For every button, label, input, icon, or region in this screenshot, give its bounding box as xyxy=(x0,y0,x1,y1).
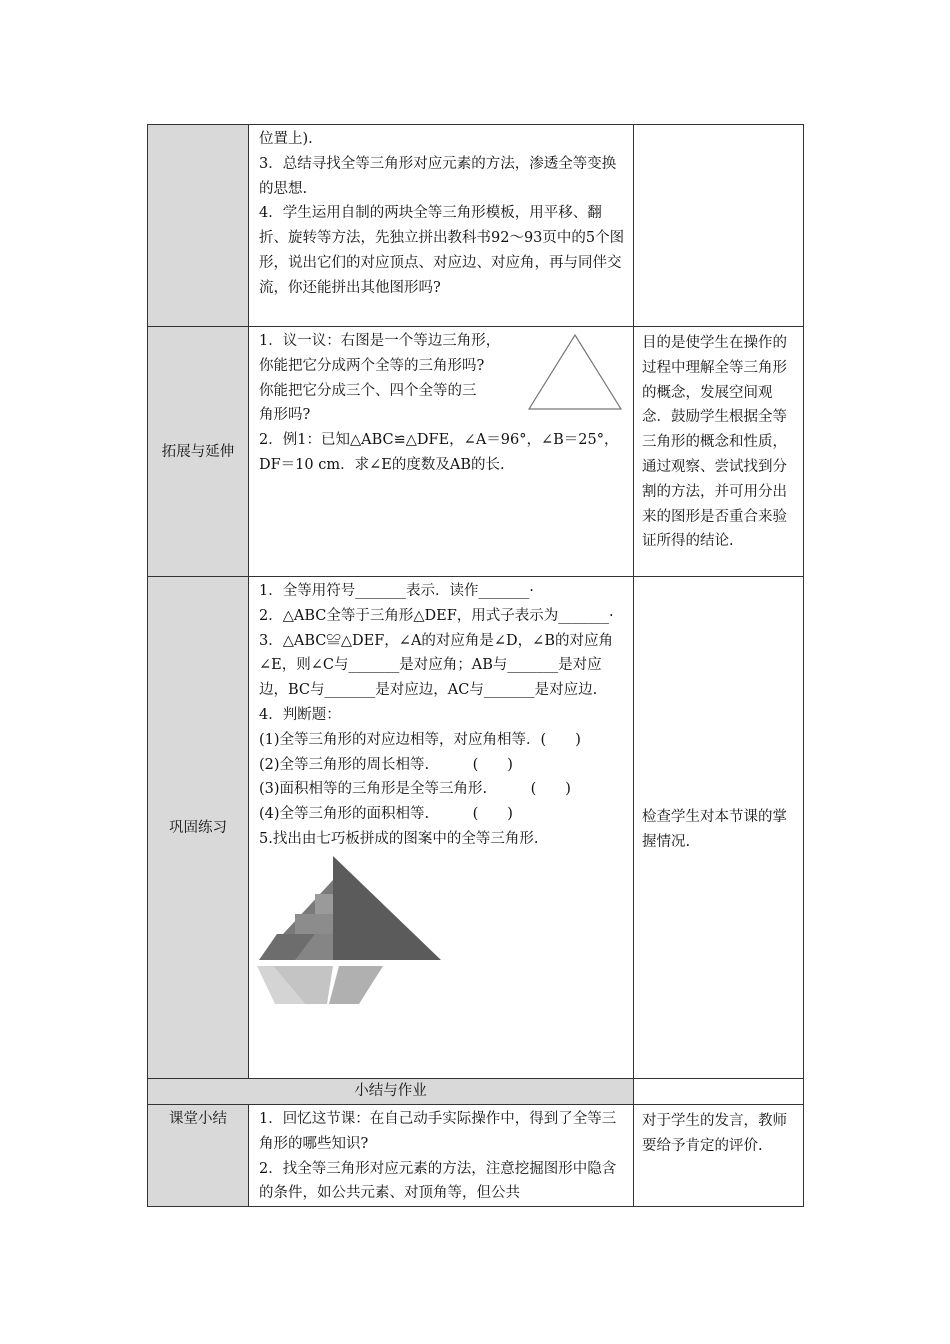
section-heading-blank xyxy=(634,1079,804,1105)
text-line: (2)全等三角形的周长相等. ( ) xyxy=(259,756,513,773)
practice-content-cell xyxy=(249,577,634,1079)
text-line: 2．例1：已知△ABC≌△DFE，∠A＝96°，∠B＝25°，DF＝10 cm．求∠E的度数及AB的长. xyxy=(259,432,619,473)
continuation-content-cell xyxy=(249,125,634,327)
continuation-note-cell xyxy=(634,125,804,327)
text-line: (1)全等三角形的对应边相等，对应角相等．( ) xyxy=(259,731,581,748)
practice-label: 巩固练习 xyxy=(148,577,249,1079)
summary-label: 课堂小结 xyxy=(169,1111,227,1127)
text-line: 3．总结寻找全等三角形对应元素的方法，渗透全等变换的思想. xyxy=(259,155,617,197)
summary-note: 对于学生的发言，教师要给予肯定的评价. xyxy=(642,1113,787,1154)
practice-note-cell xyxy=(634,577,804,1079)
extension-note: 目的是使学生在操作的过程中理解全等三角形的概念，发展空间观念．鼓励学生根据全等三角形的概念和性质，通过观察、尝试找到分割的方法，并可用分出来的图形是否重合来验证所得的结论. xyxy=(642,335,787,550)
extension-row xyxy=(148,327,804,577)
text-line: 角形吗? xyxy=(259,407,311,424)
text-line: 5.找出由七巧板拼成的图案中的全等三角形. xyxy=(259,830,539,847)
summary-row xyxy=(148,1105,804,1207)
summary-note-cell xyxy=(634,1105,804,1207)
extension-note-cell xyxy=(634,327,804,577)
continuation-row xyxy=(148,125,804,327)
extension-label: 拓展与延伸 xyxy=(148,327,249,577)
tangram-sailboat-figure xyxy=(255,856,451,1008)
text-line: 1．全等用符号_______表示．读作_______· xyxy=(259,583,534,599)
text-line: 位置上). xyxy=(259,131,313,147)
text-line: 你能把它分成两个全等的三角形吗? xyxy=(259,357,485,374)
text-line: 2．△ABC全等于三角形△DEF，用式子表示为_______· xyxy=(259,607,614,624)
lesson-plan-table xyxy=(147,124,804,1207)
practice-row xyxy=(148,577,804,1079)
summary-content-cell xyxy=(249,1105,634,1207)
text-line: 1．回忆这节课：在自己动手实际操作中，得到了全等三角形的哪些知识? xyxy=(259,1111,617,1152)
practice-note: 检查学生对本节课的掌握情况. xyxy=(642,808,787,850)
continuation-label-cell xyxy=(148,125,249,327)
summary-label-cell xyxy=(148,1105,249,1207)
text-line: 4．判断题： xyxy=(259,706,341,723)
text-line: 3．△ABC≌△DEF，∠A的对应角是∠D，∠B的对应角∠E，则∠C与_______是对应角；AB与_______是对应边，BC与_______是对应边，AC与_______是对应边. xyxy=(259,632,613,699)
text-line: 1．议一议：右图是一个等边三角形， xyxy=(259,333,501,349)
extension-content-cell xyxy=(249,327,634,577)
text-line: 4．学生运用自制的两块全等三角形模板，用平移、翻折、旋转等方法，先独立拼出教科书92～93页中的5个图形，说出它们的对应顶点、对应边、对应角，再与同伴交流，你还能拼出其他图形吗? xyxy=(259,205,625,296)
text-line: (4)全等三角形的面积相等. ( ) xyxy=(259,806,513,823)
section-heading: 小结与作业 xyxy=(148,1079,634,1105)
text-line: 2．找全等三角形对应元素的方法，注意挖掘图形中隐含的条件，如公共元素、对顶角等，但公共 xyxy=(259,1160,617,1202)
text-line: (3)面积相等的三角形是全等三角形. ( ) xyxy=(259,781,571,798)
equilateral-triangle-figure xyxy=(527,333,623,411)
section-heading-row xyxy=(148,1079,804,1105)
text-line: 你能把它分成三个、四个全等的三 xyxy=(259,382,477,399)
